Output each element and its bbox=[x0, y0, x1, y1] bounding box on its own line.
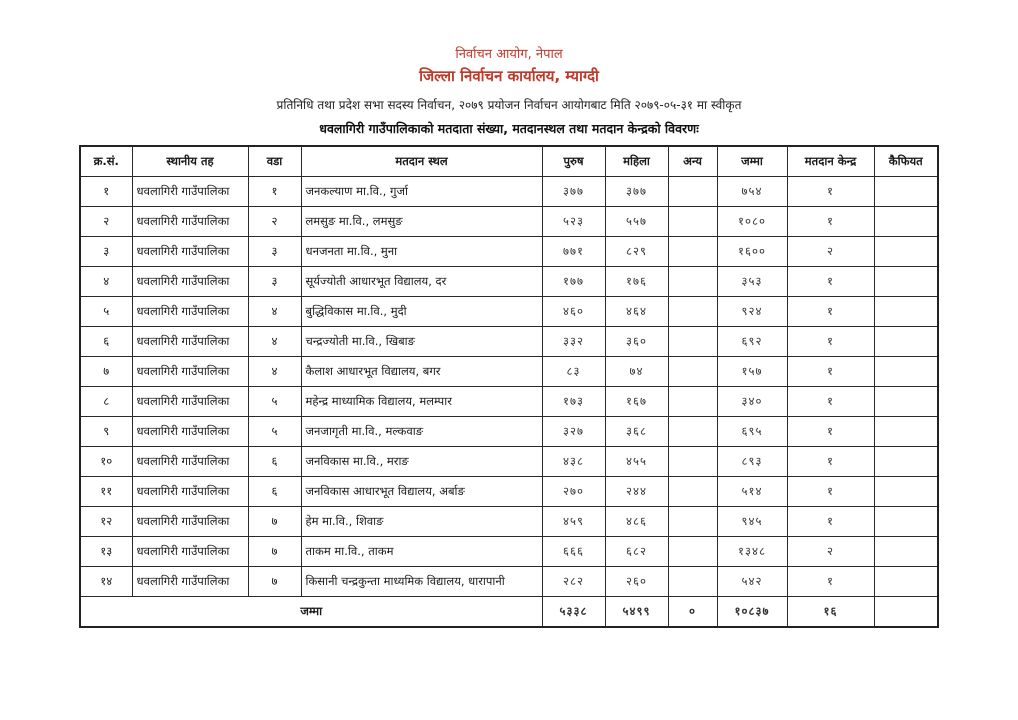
cell-total: ७५४ bbox=[717, 177, 787, 207]
cell-sn: ५ bbox=[80, 297, 132, 327]
col-header-other: अन्य bbox=[668, 146, 717, 177]
cell-centers: १ bbox=[787, 207, 874, 237]
cell-total: ६९५ bbox=[717, 417, 787, 447]
cell-centers: २ bbox=[787, 537, 874, 567]
cell-other bbox=[668, 297, 717, 327]
table-row bbox=[80, 387, 938, 417]
cell-centers: १ bbox=[787, 447, 874, 477]
cell-centers: १ bbox=[787, 177, 874, 207]
cell-total: १०८० bbox=[717, 207, 787, 237]
cell-male: ८३ bbox=[542, 357, 605, 387]
cell-sn: १३ bbox=[80, 537, 132, 567]
col-header-centers: मतदान केन्द्र bbox=[787, 146, 874, 177]
cell-ward: २ bbox=[248, 207, 301, 237]
cell-sn: ७ bbox=[80, 357, 132, 387]
cell-other bbox=[668, 237, 717, 267]
cell-other bbox=[668, 207, 717, 237]
cell-local-level: धवलागिरी गाउँपालिका bbox=[132, 237, 248, 267]
cell-sn: ९ bbox=[80, 417, 132, 447]
cell-local-level: धवलागिरी गाउँपालिका bbox=[132, 207, 248, 237]
cell-polling-place: कैलाश आधारभूत विद्यालय, बगर bbox=[301, 357, 542, 387]
cell-local-level: धवलागिरी गाउँपालिका bbox=[132, 327, 248, 357]
cell-polling-place: ताकम मा.वि., ताकम bbox=[301, 537, 542, 567]
cell-centers: १ bbox=[787, 267, 874, 297]
cell-local-level: धवलागिरी गाउँपालिका bbox=[132, 567, 248, 597]
cell-female: ४६४ bbox=[605, 297, 668, 327]
cell-centers: १ bbox=[787, 507, 874, 537]
cell-ward: ६ bbox=[248, 477, 301, 507]
cell-polling-place: जनकल्याण मा.वि., गुर्जा bbox=[301, 177, 542, 207]
cell-female: ३७७ bbox=[605, 177, 668, 207]
cell-polling-place: जनविकास आधारभूत विद्यालय, अर्बाङ bbox=[301, 477, 542, 507]
table-row bbox=[80, 537, 938, 567]
col-header-polling-place: मतदान स्थल bbox=[301, 146, 542, 177]
table-row bbox=[80, 237, 938, 267]
cell-remarks bbox=[874, 387, 938, 417]
cell-local-level: धवलागिरी गाउँपालिका bbox=[132, 387, 248, 417]
table-row bbox=[80, 267, 938, 297]
table-row bbox=[80, 507, 938, 537]
cell-ward: ४ bbox=[248, 297, 301, 327]
cell-total: ९२४ bbox=[717, 297, 787, 327]
table-row bbox=[80, 357, 938, 387]
cell-ward: ७ bbox=[248, 567, 301, 597]
totals-other: ० bbox=[668, 597, 717, 628]
cell-remarks bbox=[874, 177, 938, 207]
cell-ward: ७ bbox=[248, 537, 301, 567]
cell-female: ३६० bbox=[605, 327, 668, 357]
cell-remarks bbox=[874, 417, 938, 447]
totals-centers: १६ bbox=[787, 597, 874, 628]
cell-total: ५१४ bbox=[717, 477, 787, 507]
cell-polling-place: जनविकास मा.वि., मराङ bbox=[301, 447, 542, 477]
table-row bbox=[80, 207, 938, 237]
col-header-ward: वडा bbox=[248, 146, 301, 177]
cell-male: १७३ bbox=[542, 387, 605, 417]
cell-total: ९४५ bbox=[717, 507, 787, 537]
cell-centers: २ bbox=[787, 237, 874, 267]
cell-polling-place: जनजागृती मा.वि., मल्कवाङ bbox=[301, 417, 542, 447]
cell-remarks bbox=[874, 507, 938, 537]
cell-sn: २ bbox=[80, 207, 132, 237]
cell-local-level: धवलागिरी गाउँपालिका bbox=[132, 507, 248, 537]
cell-remarks bbox=[874, 357, 938, 387]
cell-total: १६०० bbox=[717, 237, 787, 267]
cell-remarks bbox=[874, 477, 938, 507]
cell-female: ४८६ bbox=[605, 507, 668, 537]
document-subtitle: प्रतिनिधि तथा प्रदेश सभा सदस्य निर्वाचन, २०७९ प्रयोजन निर्वाचन आयोगबाट मिति २०७९-०५-३१ मा स्वीकृत bbox=[276, 98, 742, 112]
cell-other bbox=[668, 357, 717, 387]
totals-male: ५३३८ bbox=[542, 597, 605, 628]
header-row bbox=[80, 146, 938, 177]
cell-sn: १२ bbox=[80, 507, 132, 537]
cell-male: ४६० bbox=[542, 297, 605, 327]
cell-polling-place: चन्द्रज्योती मा.वि., खिबाङ bbox=[301, 327, 542, 357]
cell-male: २७० bbox=[542, 477, 605, 507]
cell-total: १५७ bbox=[717, 357, 787, 387]
cell-male: १७७ bbox=[542, 267, 605, 297]
cell-sn: ८ bbox=[80, 387, 132, 417]
cell-female: ७४ bbox=[605, 357, 668, 387]
cell-female: ४५५ bbox=[605, 447, 668, 477]
totals-remarks bbox=[874, 597, 938, 628]
totals-row bbox=[80, 597, 938, 628]
cell-remarks bbox=[874, 537, 938, 567]
totals-label: जम्मा bbox=[80, 597, 542, 628]
cell-male: ६६६ bbox=[542, 537, 605, 567]
col-header-female: महिला bbox=[605, 146, 668, 177]
cell-ward: ३ bbox=[248, 267, 301, 297]
table-title: धवलागिरी गाउँपालिकाको मतदाता संख्या, मतदानस्थल तथा मतदान केन्द्रको विवरणः bbox=[319, 121, 699, 136]
cell-polling-place: हेम मा.वि., शिवाङ bbox=[301, 507, 542, 537]
col-header-local-level: स्थानीय तह bbox=[132, 146, 248, 177]
office-name: जिल्ला निर्वाचन कार्यालय, म्याग्दी bbox=[419, 67, 599, 85]
cell-total: ३४० bbox=[717, 387, 787, 417]
cell-male: ३७७ bbox=[542, 177, 605, 207]
cell-local-level: धवलागिरी गाउँपालिका bbox=[132, 267, 248, 297]
cell-other bbox=[668, 567, 717, 597]
cell-other bbox=[668, 417, 717, 447]
cell-total: १३४८ bbox=[717, 537, 787, 567]
table-row bbox=[80, 567, 938, 597]
cell-ward: ६ bbox=[248, 447, 301, 477]
cell-other bbox=[668, 477, 717, 507]
cell-remarks bbox=[874, 327, 938, 357]
cell-other bbox=[668, 267, 717, 297]
table-row bbox=[80, 417, 938, 447]
totals-total: १०८३७ bbox=[717, 597, 787, 628]
cell-centers: १ bbox=[787, 327, 874, 357]
cell-ward: ३ bbox=[248, 237, 301, 267]
cell-total: ८९३ bbox=[717, 447, 787, 477]
cell-male: ७७१ bbox=[542, 237, 605, 267]
cell-sn: १४ bbox=[80, 567, 132, 597]
cell-polling-place: महेन्द्र माध्यामिक विद्यालय, मलम्पार bbox=[301, 387, 542, 417]
cell-ward: ५ bbox=[248, 387, 301, 417]
cell-male: ५२३ bbox=[542, 207, 605, 237]
cell-female: २४४ bbox=[605, 477, 668, 507]
cell-other bbox=[668, 387, 717, 417]
cell-female: २६० bbox=[605, 567, 668, 597]
cell-sn: ११ bbox=[80, 477, 132, 507]
cell-polling-place: लमसुङ मा.वि., लमसुङ bbox=[301, 207, 542, 237]
cell-ward: १ bbox=[248, 177, 301, 207]
cell-sn: ६ bbox=[80, 327, 132, 357]
cell-remarks bbox=[874, 267, 938, 297]
cell-female: ६८२ bbox=[605, 537, 668, 567]
cell-polling-place: सूर्यज्योती आधारभूत विद्यालय, दर bbox=[301, 267, 542, 297]
cell-male: ३३२ bbox=[542, 327, 605, 357]
table-row bbox=[80, 327, 938, 357]
table-row bbox=[80, 447, 938, 477]
cell-total: ३५३ bbox=[717, 267, 787, 297]
cell-ward: ७ bbox=[248, 507, 301, 537]
col-header-remarks: कैफियत bbox=[874, 146, 938, 177]
cell-other bbox=[668, 507, 717, 537]
cell-ward: ४ bbox=[248, 357, 301, 387]
cell-centers: १ bbox=[787, 297, 874, 327]
cell-centers: १ bbox=[787, 357, 874, 387]
cell-female: १६७ bbox=[605, 387, 668, 417]
cell-ward: ५ bbox=[248, 417, 301, 447]
cell-remarks bbox=[874, 207, 938, 237]
cell-local-level: धवलागिरी गाउँपालिका bbox=[132, 357, 248, 387]
cell-female: ८२९ bbox=[605, 237, 668, 267]
table-row bbox=[80, 177, 938, 207]
cell-other bbox=[668, 447, 717, 477]
org-name: निर्वाचन आयोग, नेपाल bbox=[455, 47, 563, 62]
cell-centers: १ bbox=[787, 387, 874, 417]
cell-ward: ४ bbox=[248, 327, 301, 357]
col-header-sn: क्र.सं. bbox=[80, 146, 132, 177]
cell-polling-place: बुद्धिविकास मा.वि., मुदी bbox=[301, 297, 542, 327]
table-row bbox=[80, 477, 938, 507]
cell-sn: ४ bbox=[80, 267, 132, 297]
cell-centers: १ bbox=[787, 477, 874, 507]
cell-sn: १० bbox=[80, 447, 132, 477]
cell-local-level: धवलागिरी गाउँपालिका bbox=[132, 477, 248, 507]
cell-local-level: धवलागिरी गाउँपालिका bbox=[132, 447, 248, 477]
cell-local-level: धवलागिरी गाउँपालिका bbox=[132, 537, 248, 567]
cell-female: ३६८ bbox=[605, 417, 668, 447]
cell-local-level: धवलागिरी गाउँपालिका bbox=[132, 177, 248, 207]
cell-total: ६९२ bbox=[717, 327, 787, 357]
cell-remarks bbox=[874, 237, 938, 267]
cell-polling-place: धनजनता मा.वि., मुना bbox=[301, 237, 542, 267]
cell-local-level: धवलागिरी गाउँपालिका bbox=[132, 297, 248, 327]
cell-sn: ३ bbox=[80, 237, 132, 267]
cell-female: १७६ bbox=[605, 267, 668, 297]
cell-remarks bbox=[874, 447, 938, 477]
cell-other bbox=[668, 537, 717, 567]
cell-male: २८२ bbox=[542, 567, 605, 597]
col-header-male: पुरुष bbox=[542, 146, 605, 177]
cell-centers: १ bbox=[787, 567, 874, 597]
cell-other bbox=[668, 327, 717, 357]
voter-table bbox=[79, 145, 939, 628]
cell-local-level: धवलागिरी गाउँपालिका bbox=[132, 417, 248, 447]
cell-polling-place: किसानी चन्द्रकुन्ता माध्यमिक विद्यालय, धारापानी bbox=[301, 567, 542, 597]
cell-male: ४३८ bbox=[542, 447, 605, 477]
cell-female: ५५७ bbox=[605, 207, 668, 237]
cell-male: ३२७ bbox=[542, 417, 605, 447]
cell-other bbox=[668, 177, 717, 207]
cell-centers: १ bbox=[787, 417, 874, 447]
cell-sn: १ bbox=[80, 177, 132, 207]
table-row bbox=[80, 297, 938, 327]
cell-remarks bbox=[874, 567, 938, 597]
totals-female: ५४९९ bbox=[605, 597, 668, 628]
cell-male: ४५९ bbox=[542, 507, 605, 537]
col-header-total: जम्मा bbox=[717, 146, 787, 177]
cell-remarks bbox=[874, 297, 938, 327]
cell-total: ५४२ bbox=[717, 567, 787, 597]
